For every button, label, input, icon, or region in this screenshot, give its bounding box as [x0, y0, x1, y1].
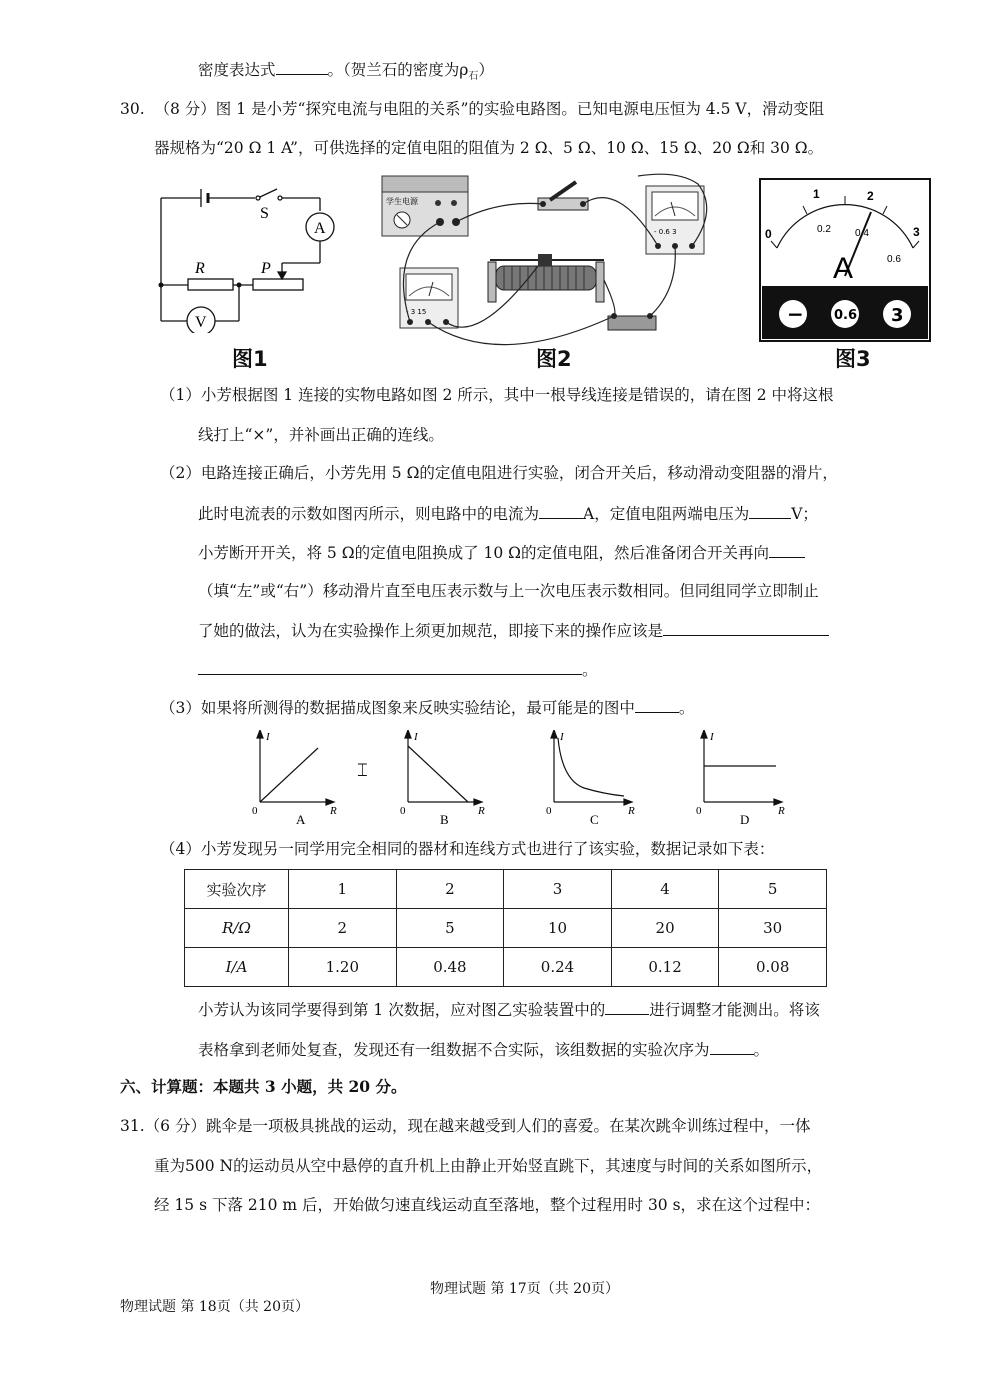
graph-a-origin: 0: [252, 805, 258, 817]
section-6-heading: 六、计算题：本题共 3 小题，共 20 分。: [120, 1077, 407, 1096]
q30-part2-d: （填“左”或“右”）移动滑片直至电压表示数与上一次电压表示数相同。但同组同学立即制止: [198, 582, 819, 600]
table-cell: 2: [396, 870, 504, 909]
fig3-scale-1: 1: [813, 187, 820, 201]
fig1-resistor-label: R: [195, 260, 205, 277]
figure-2-physical-circuit: [378, 170, 723, 348]
graph-d-origin: 0: [696, 805, 702, 817]
direction-blank[interactable]: [769, 541, 805, 558]
q30-number: 30.: [120, 100, 145, 118]
fig1-voltmeter-label: V: [195, 314, 207, 331]
q31-line-2: 重为500 N的运动员从空中悬停的直升机上由静止开始竖直跳下，其速度与时间的关系如图所示，: [154, 1157, 823, 1175]
table-row: [185, 870, 827, 909]
table-cell: 1.20: [289, 948, 397, 987]
table-cell: I/A: [185, 948, 289, 987]
ammeter: [646, 186, 704, 254]
q30-part2-a: （2）电路连接正确后，小芳先用 5 Ω的定值电阻进行实验，闭合开关后，移动滑动变阻器的滑片，: [160, 464, 838, 482]
q30-intro-text: （8 分）图 1 是小芳“探究电流与电阻的关系”的实验电路图。已知电源电压恒为 4.5 V，滑动变阻: [154, 100, 825, 118]
ammeter-terminals: - 0.6 3: [654, 228, 677, 236]
graph-a-x: R: [330, 805, 337, 817]
q30-part1-b: 线打上“×”，并补画出正确的连线。: [198, 426, 444, 444]
fig1-label: 图1: [232, 347, 268, 371]
fixed-resistor: [608, 313, 656, 330]
q30-part4-after-a1: 小芳认为该同学要得到第 1 次数据，应对图乙实验装置中的: [198, 1001, 606, 1019]
table-cell: 1: [289, 870, 397, 909]
q30-intro-2: 器规格为“20 Ω 1 A”，可供选择的定值电阻的阻值为 2 Ω、5 Ω、10 Ω、15 Ω、20 Ω和 30 Ω。: [154, 139, 824, 157]
figure-1-circuit: [155, 183, 335, 333]
table-cell: 0.48: [396, 948, 504, 987]
q30-part2-b1: 此时电流表的示数如图丙所示，则电路中的电流为: [198, 505, 540, 523]
q30-part2-c-text: 小芳断开开关，将 5 Ω的定值电阻换成了 10 Ω的定值电阻，然后准备闭合开关再向: [198, 544, 769, 562]
table-cell: 4: [611, 870, 719, 909]
order-blank[interactable]: [710, 1038, 754, 1055]
q30-part2-b: [198, 502, 818, 525]
table-cell: 0.08: [719, 948, 827, 987]
density-sub: 石: [468, 71, 479, 83]
graph-C: [544, 730, 640, 826]
q31-line-3: 经 15 s 下落 210 m 后，开始做匀速直线运动直至落地，整个过程用时 30 s，求在这个过程中：: [154, 1196, 821, 1214]
table-cell: 0.24: [504, 948, 612, 987]
fig3-scale-2: 2: [867, 189, 874, 203]
graph-D: [694, 730, 790, 826]
q30-part2-c: [198, 541, 805, 564]
voltage-blank[interactable]: [749, 502, 791, 519]
current-blank[interactable]: [539, 502, 583, 519]
graph-b-x: R: [478, 805, 485, 817]
q30-intro-1: [120, 98, 824, 120]
fig3-terminal-3: 3: [891, 305, 904, 326]
fig3-scale-02: 0.2: [817, 224, 831, 235]
graph-B: [398, 730, 488, 826]
fig3-scale-06: 0.6: [887, 254, 901, 265]
q30-part2-e: [198, 619, 829, 642]
data-table: [184, 869, 827, 987]
q30-part3-end: 。: [678, 699, 695, 717]
fig3-scale-0: 0: [765, 227, 772, 241]
graph-d-x: R: [778, 805, 785, 817]
graph-d-letter: D: [740, 812, 750, 826]
graph-c-x: R: [628, 805, 635, 817]
q30-part4: （4）小芳发现另一同学用完全相同的器材和连线方式也进行了该实验，数据记录如下表：: [160, 840, 775, 858]
graph-A: [250, 730, 340, 826]
table-cell: 5: [719, 870, 827, 909]
table-cell: 10: [504, 909, 612, 948]
q30-part4-after-a2: 进行调整才能测出。将该: [649, 1001, 820, 1019]
table-cell: 30: [719, 909, 827, 948]
voltmeter-terminals: - 3 15: [406, 308, 427, 316]
footer-left: 物理试题 第 18页（共 20页）: [120, 1299, 309, 1315]
fig3-scale-04: 0.4: [855, 228, 869, 239]
table-cell: R/Ω: [185, 909, 289, 948]
graph-blank[interactable]: [635, 696, 679, 713]
q31-line-1: [120, 1115, 810, 1137]
q30-part4-after-a: [198, 998, 820, 1021]
table-cell: 实验次序: [185, 870, 289, 909]
q30-part2-b2: A，定值电阻两端电压为: [583, 505, 750, 523]
figure-3-ammeter-face: [759, 178, 931, 342]
density-close: ）: [478, 61, 494, 79]
graph-b-y: I: [414, 731, 418, 743]
rheostat: [488, 254, 604, 302]
q30-part3: [160, 696, 694, 719]
operation-blank-1[interactable]: [663, 619, 829, 636]
fig3-scale-3: 3: [913, 225, 920, 239]
q30-part4-after-b1: 表格拿到老师处复查，发现还有一组数据不合实际，该组数据的实验次序为: [198, 1041, 710, 1059]
fig1-switch-label: S: [260, 205, 269, 222]
table-row: [185, 948, 827, 987]
table-cell: 5: [396, 909, 504, 948]
density-after: 。（贺兰石的密度为ρ: [327, 61, 469, 79]
operation-blank-2[interactable]: [198, 658, 582, 675]
graph-a-letter: A: [296, 812, 306, 826]
footer-center: 物理试题 第 17页（共 20页）: [430, 1281, 619, 1297]
table-cell: 2: [289, 909, 397, 948]
device-blank[interactable]: [605, 998, 649, 1015]
q30-part4-after-b2: 。: [753, 1041, 770, 1059]
power-supply-label: 学生电源: [386, 197, 418, 206]
table-cell: 3: [504, 870, 612, 909]
q30-part3-text: （3）如果将所测得的数据描成图象来反映实验结论，最可能是的图中: [160, 699, 635, 717]
q30-part2-f: [198, 658, 598, 681]
q31-number: 31.: [120, 1117, 145, 1135]
graph-d-y: I: [710, 731, 714, 743]
fig3-label: 图3: [835, 347, 871, 371]
fig3-unit: A: [833, 252, 854, 285]
power-supply: [382, 176, 468, 236]
table-cell: 0.12: [611, 948, 719, 987]
table-cell: 20: [611, 909, 719, 948]
graph-c-y: I: [560, 731, 564, 743]
q30-part4-after-b: [198, 1038, 769, 1061]
q30-part2-b3: V；: [791, 505, 818, 523]
q30-part2-f-text: 。: [582, 661, 598, 679]
density-blank[interactable]: [276, 58, 328, 75]
fig3-terminal-06: 0.6: [834, 308, 858, 323]
q30-part1-a: （1）小芳根据图 1 连接的实物电路如图 2 所示，其中一根导线连接是错误的，请在图 2 中将这根: [160, 386, 834, 404]
cursor-glyph: ⌶: [357, 760, 368, 780]
knife-switch: [538, 182, 588, 210]
density-text: 密度表达式: [198, 61, 276, 79]
q31-line-1-text: （6 分）跳伞是一项极具挑战的运动，现在越来越受到人们的喜爱。在某次跳伞训练过程中，一体: [144, 1117, 811, 1135]
table-row: [185, 909, 827, 948]
fig2-label: 图2: [536, 347, 572, 371]
fig1-ammeter-label: A: [314, 220, 326, 237]
fig1-slider-label: P: [261, 260, 271, 277]
graph-b-origin: 0: [400, 805, 406, 817]
graph-b-letter: B: [440, 812, 449, 826]
graph-c-origin: 0: [546, 805, 552, 817]
graph-a-y: I: [266, 731, 270, 743]
density-line: [198, 58, 494, 88]
fig3-terminal-minus: −: [787, 302, 804, 326]
q30-part2-e-text: 了她的做法，认为在实验操作上须更加规范，即接下来的操作应该是: [198, 622, 664, 640]
graph-c-letter: C: [590, 812, 599, 826]
